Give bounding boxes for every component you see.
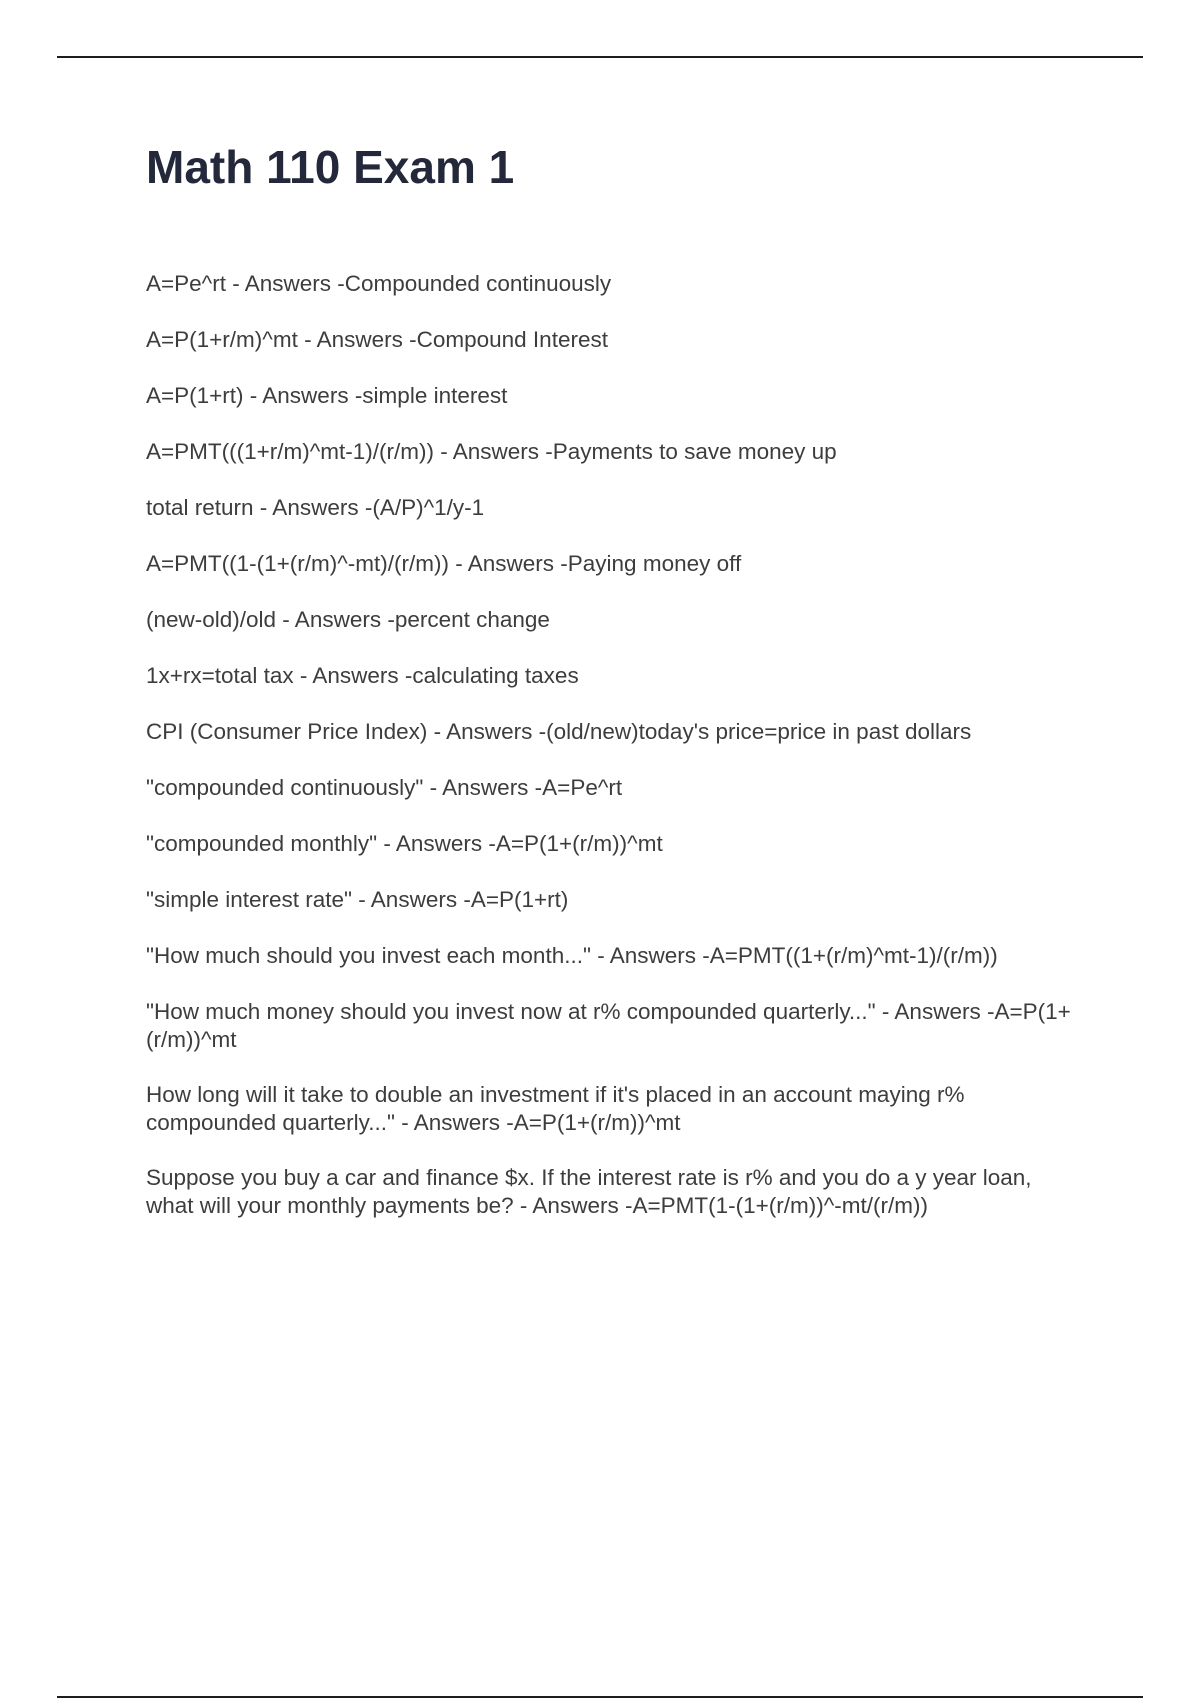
flashcard-entry: A=Pe^rt - Answers -Compounded continuously: [146, 271, 612, 296]
flashcard-entry: (new-old)/old - Answers -percent change: [146, 607, 550, 632]
flashcard-entry: "How much should you invest each month..." - Answers -A=PMT((1+(r/m)^mt-1)/(r/m)): [146, 943, 998, 968]
flashcard-entry: "compounded continuously" - Answers -A=Pe^rt: [146, 775, 623, 800]
flashcard-entry: Suppose you buy a car and finance $x. If the interest rate is r% and you do a y year loan, what will your monthly payments be? - Answers -A=PMT(1-(1+(r/m))^-mt/(r/m)): [146, 1165, 1032, 1218]
document-title: Math 110 Exam 1: [146, 141, 515, 193]
flashcard-entry: A=P(1+r/m)^mt - Answers -Compound Interest: [146, 327, 608, 352]
document-body: [146, 140, 1076, 1247]
flashcard-entry: A=PMT((1-(1+(r/m)^-mt)/(r/m)) - Answers -Paying money off: [146, 551, 742, 576]
flashcard-entry: 1x+rx=total tax - Answers -calculating taxes: [146, 663, 579, 688]
flashcard-entry: "How much money should you invest now at r% compounded quarterly..." - Answers -A=P(1+(r/m))^mt: [146, 999, 1071, 1052]
flashcard-entry: A=P(1+rt) - Answers -simple interest: [146, 383, 508, 408]
flashcard-entry: How long will it take to double an investment if it's placed in an account maying r% compounded quarterly..." - Answers -A=P(1+(r/m))^mt: [146, 1082, 965, 1135]
flashcard-entry: total return - Answers -(A/P)^1/y-1: [146, 495, 485, 520]
flashcard-entry: A=PMT(((1+r/m)^mt-1)/(r/m)) - Answers -Payments to save money up: [146, 439, 837, 464]
flashcard-entry: "simple interest rate" - Answers -A=P(1+rt): [146, 887, 569, 912]
bottom-rule: [57, 1696, 1143, 1698]
top-rule: [57, 56, 1143, 58]
flashcard-list: [146, 270, 1076, 1220]
flashcard-entry: CPI (Consumer Price Index) - Answers -(old/new)today's price=price in past dollars: [146, 719, 972, 744]
flashcard-entry: "compounded monthly" - Answers -A=P(1+(r/m))^mt: [146, 831, 663, 856]
